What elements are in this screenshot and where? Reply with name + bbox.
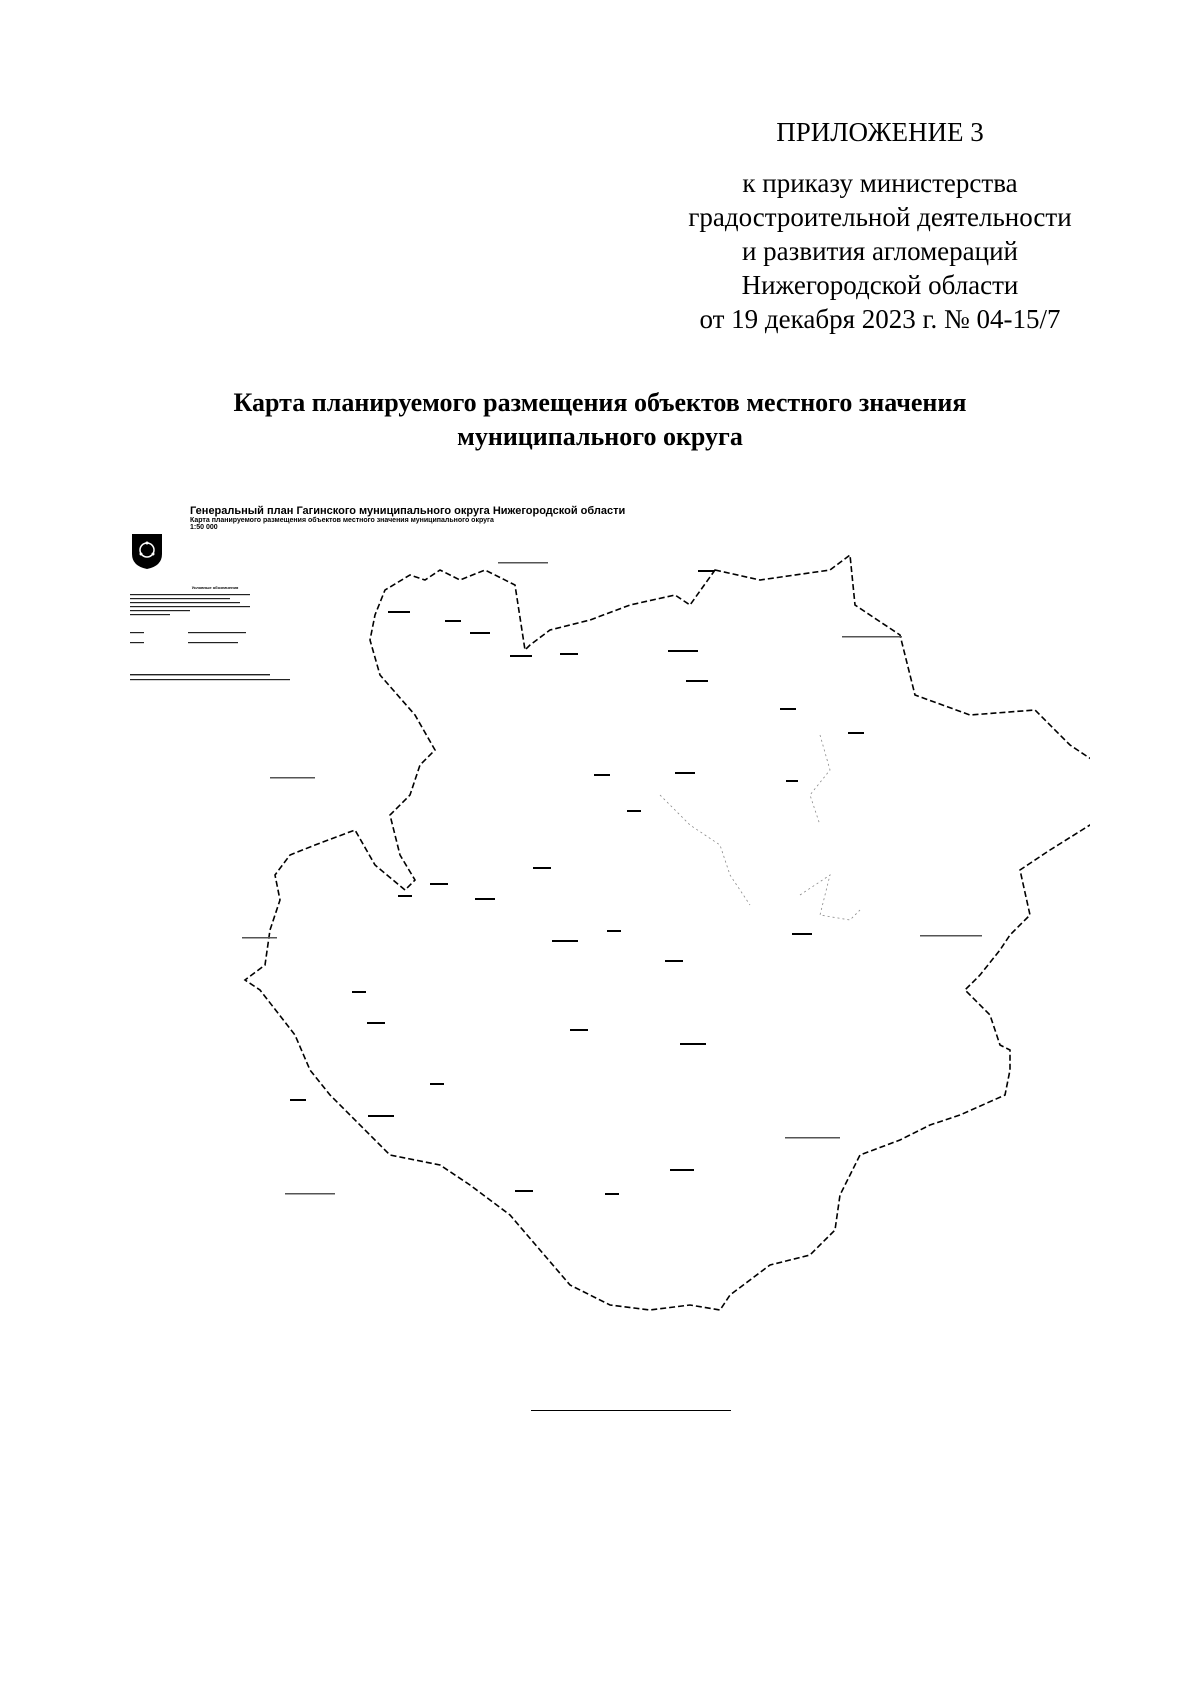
closing-rule xyxy=(531,1410,731,1411)
map-header-subtitle: Карта планируемого размещения объектов местного значения муниципального округа xyxy=(190,517,494,524)
map-header-title: Генеральный план Гагинского муниципального округа Нижегородской области xyxy=(190,505,626,517)
neighbour-label xyxy=(285,1193,335,1195)
settlement-markers xyxy=(290,570,864,1195)
neighbour-label xyxy=(498,562,548,564)
map-scale: 1:50 000 xyxy=(190,524,218,531)
settlement-marker xyxy=(607,930,621,932)
neighbour-label xyxy=(242,937,277,939)
settlement-marker xyxy=(352,991,366,993)
settlement-marker xyxy=(780,708,796,710)
settlement-marker xyxy=(515,1190,533,1192)
settlement-marker xyxy=(388,611,410,613)
settlement-marker xyxy=(430,883,448,885)
coat-of-arms-icon xyxy=(130,530,164,570)
internal-road xyxy=(810,735,830,825)
neighbour-label xyxy=(270,777,315,779)
settlement-marker xyxy=(398,895,412,897)
settlement-marker xyxy=(470,632,490,634)
settlement-marker xyxy=(792,933,812,935)
settlement-marker xyxy=(560,653,578,655)
appendix-line: от 19 декабря 2023 г. № 04-15/7 xyxy=(699,304,1061,334)
settlement-marker xyxy=(786,780,798,782)
settlement-marker xyxy=(605,1193,619,1195)
settlement-marker xyxy=(290,1099,306,1101)
settlement-marker xyxy=(367,1022,385,1024)
appendix-line: и развития агломераций xyxy=(741,236,1018,266)
settlement-marker xyxy=(445,620,461,622)
document-title xyxy=(120,386,1080,454)
legend-symbols xyxy=(130,594,300,684)
map-header xyxy=(190,505,625,531)
neighbour-label xyxy=(842,636,902,638)
document-title-line: Карта планируемого размещения объектов местного значения xyxy=(233,388,967,417)
document-title-line: муниципального округа xyxy=(457,422,743,451)
settlement-marker xyxy=(665,960,683,962)
settlement-marker xyxy=(686,680,708,682)
settlement-marker xyxy=(668,650,698,652)
settlement-marker xyxy=(430,1083,444,1085)
settlement-marker xyxy=(698,570,714,572)
internal-road xyxy=(660,795,750,905)
settlement-marker xyxy=(680,1043,706,1045)
district-map xyxy=(130,495,1090,1375)
settlement-marker xyxy=(570,1029,588,1031)
settlement-marker xyxy=(510,655,532,657)
settlement-marker xyxy=(475,898,495,900)
map-legend xyxy=(130,585,300,689)
settlement-marker xyxy=(670,1169,694,1171)
appendix-line: Нижегородской области xyxy=(741,270,1019,300)
appendix-reference xyxy=(640,166,1120,336)
settlement-marker xyxy=(552,940,578,942)
settlement-marker xyxy=(368,1115,394,1117)
appendix-line: к приказу министерства xyxy=(742,168,1018,198)
neighbour-labels xyxy=(242,562,982,1195)
settlement-marker xyxy=(594,774,610,776)
legend-title: Условные обозначения xyxy=(191,585,239,590)
settlement-marker xyxy=(627,810,641,812)
neighbour-label xyxy=(920,935,982,937)
settlement-marker xyxy=(675,772,695,774)
neighbour-label xyxy=(785,1137,840,1139)
district-boundary xyxy=(245,555,1090,1310)
appendix-line: градостроительной деятельности xyxy=(688,202,1072,232)
internal-road xyxy=(800,875,860,920)
settlement-marker xyxy=(533,867,551,869)
settlement-marker xyxy=(848,732,864,734)
appendix-title: ПРИЛОЖЕНИЕ 3 xyxy=(776,117,984,147)
